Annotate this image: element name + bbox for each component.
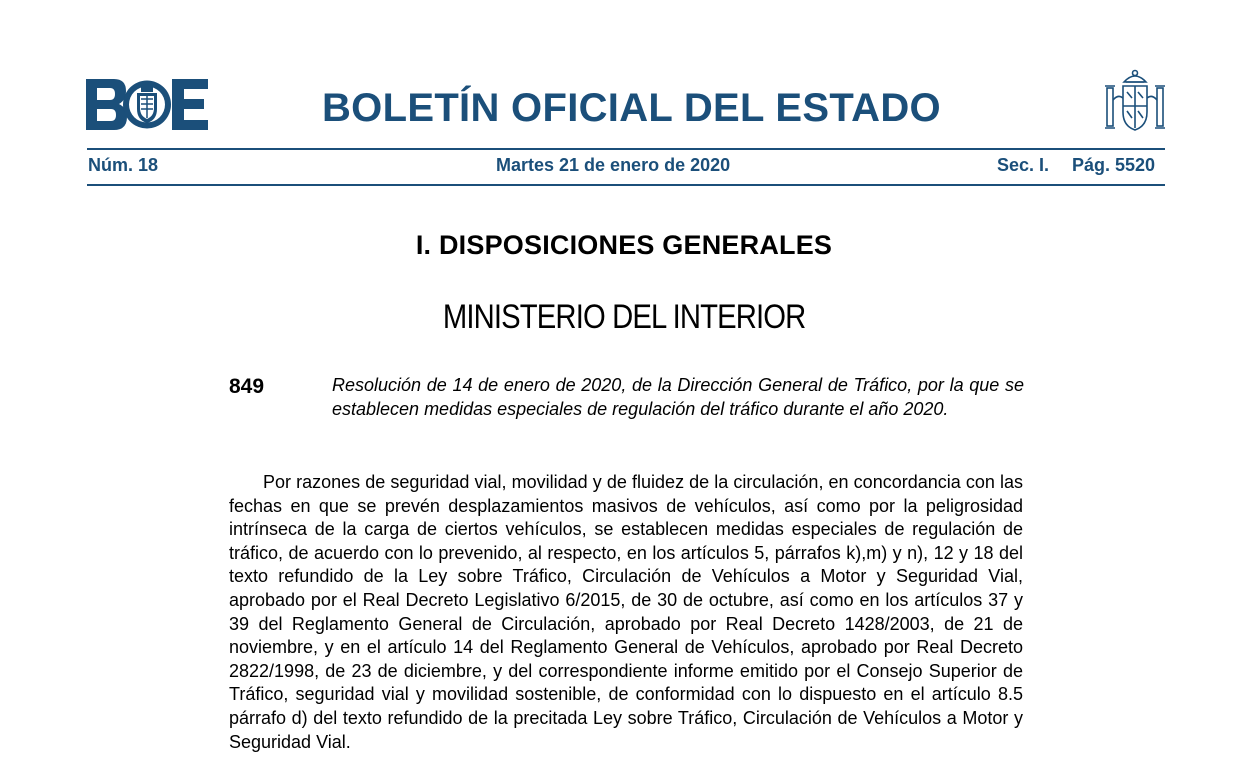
coat-of-arms-icon bbox=[1104, 68, 1166, 136]
boe-logo bbox=[86, 79, 208, 130]
ministry-heading: MINISTERIO DEL INTERIOR bbox=[442, 298, 806, 336]
header-rule-top bbox=[87, 148, 1165, 150]
section-heading: I. DISPOSICIONES GENERALES bbox=[415, 230, 833, 260]
gazette-title: BOLETÍN OFICIAL DEL ESTADO bbox=[322, 86, 941, 130]
header-rule-bottom bbox=[87, 184, 1165, 186]
section-label: Sec. I. bbox=[997, 155, 1050, 175]
entry-title: Resolución de 14 de enero de 2020, de la Dirección General de Tráfico, por la que se establecen medidas especiales de regulación del tráfico durante el año 2020. bbox=[332, 375, 1024, 419]
issue-date: Martes 21 de enero de 2020 bbox=[496, 155, 731, 175]
body-paragraph: Por razones de seguridad vial, movilidad y de fluidez de la circulación, en concordancia con las fechas en que se prevén desplazamientos masivos de vehículos, así como por la peligrosidad intrínseca de la carga de ciertos vehículos, se establecen medidas especiales de regulación de tráfico, de acuerdo con lo prevenido, al respecto, en los artículos 5, párrafos k),m) y n), 12 y 18 del texto refundido de la Ley sobre Tráfico, Circulación de Vehículos a Motor y Seguridad Vial, aprobado por el Real Decreto Legislativo 6/2015, de 30 de octubre, así como en los artículos 37 y 39 del Reglamento General de Circulación, aprobado por Real Decreto 1428/2003, de 21 de noviembre, y en el artículo 14 del Reglamento General de Vehículos, aprobado por Real Decreto 2822/1998, de 23 de diciembre, y del correspondiente informe emitido por el Consejo Superior de Tráfico, seguridad vial y movilidad sostenible, de conformidad con lo dispuesto en el artículo 8.5 párrafo d) del texto refundido de la precitada Ley sobre Tráfico, Circulación de Vehículos a Motor y Seguridad Vial. bbox=[229, 472, 1023, 752]
entry-number: 849 bbox=[229, 375, 265, 398]
issue-number: Núm. 18 bbox=[88, 155, 159, 175]
page-number: Pág. 5520 bbox=[1072, 155, 1156, 175]
